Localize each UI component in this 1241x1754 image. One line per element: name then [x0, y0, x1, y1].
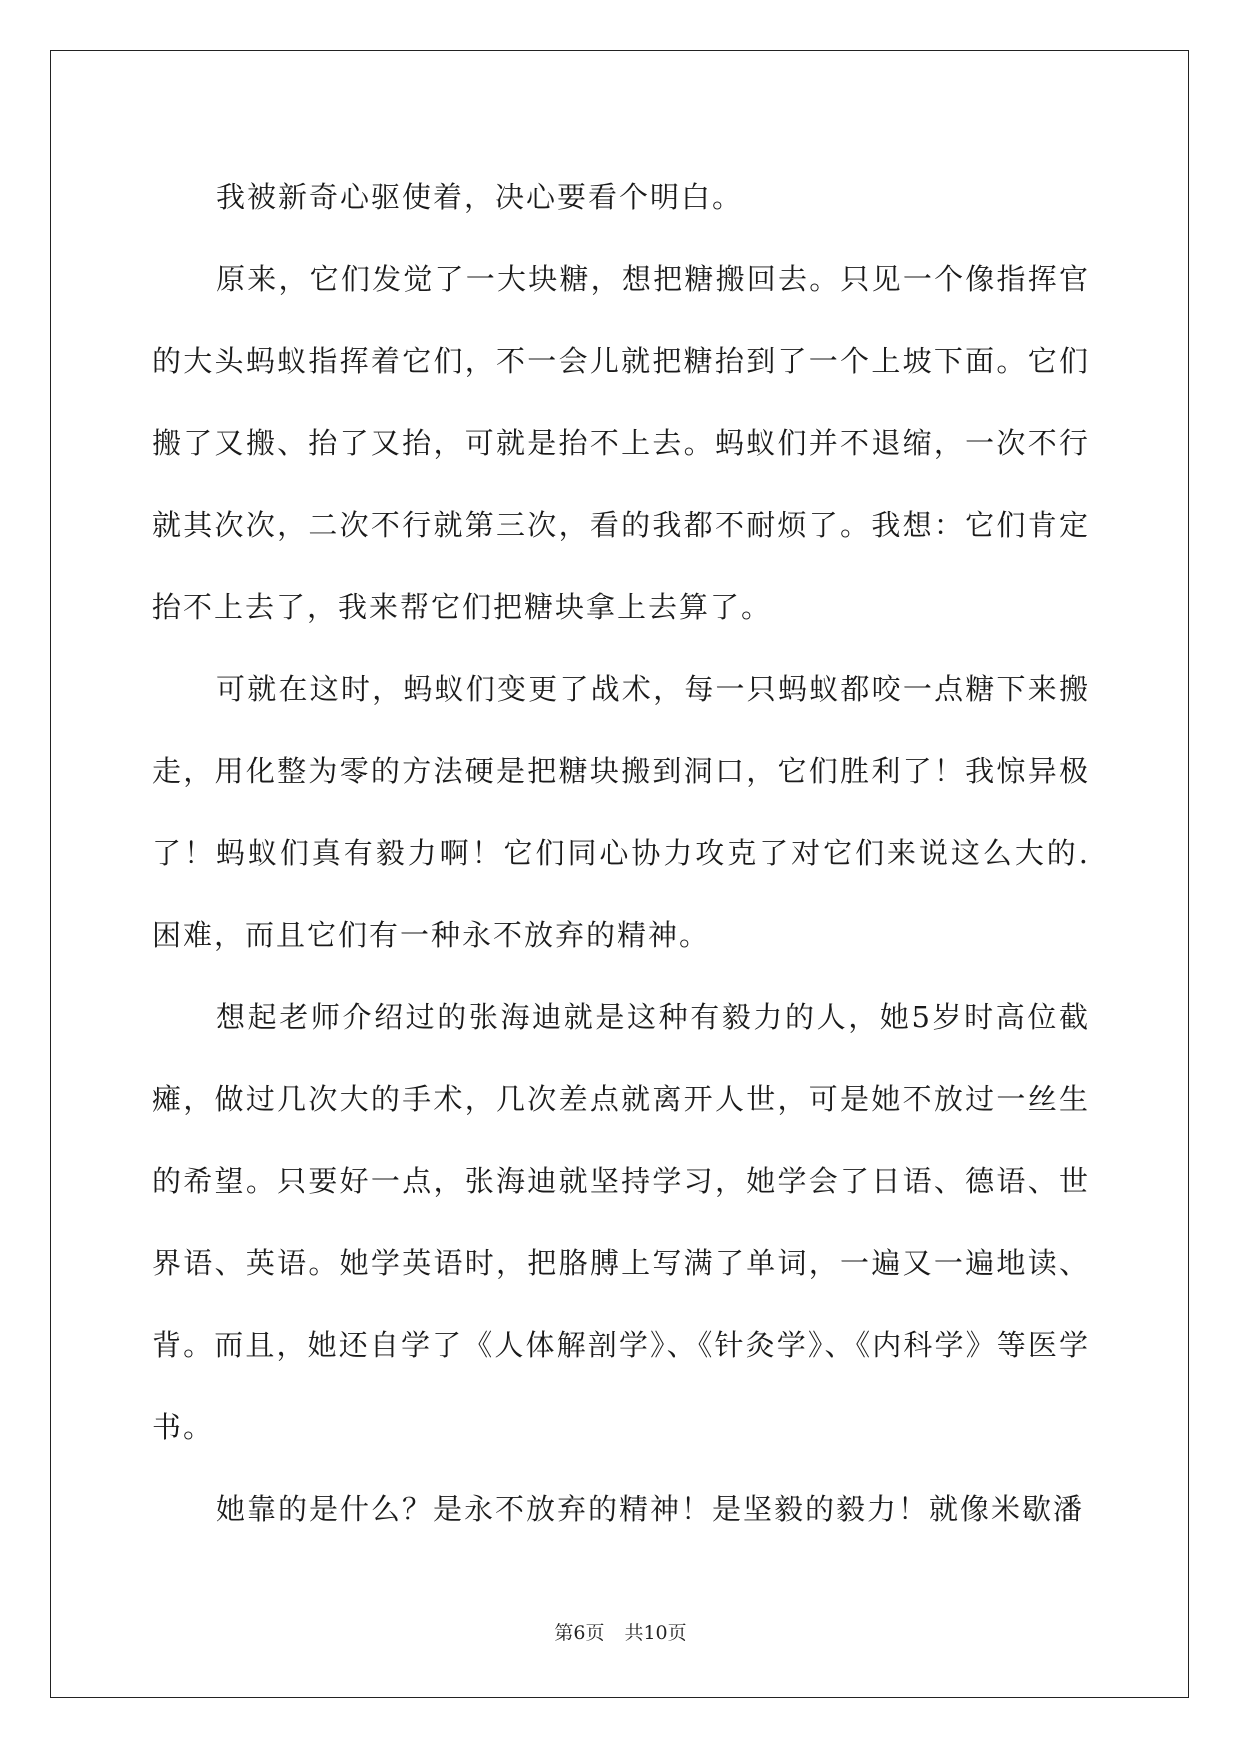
- paragraph-1: 我被新奇心驱使着，决心要看个明白。: [216, 180, 744, 214]
- page-number: 第6页: [554, 1622, 605, 1644]
- paragraph-3: 可就在这时，蚂蚁们变更了战术，每一只蚂蚁都咬一点糖下来搬走，用化整为零的方法硬是把糖块搬到洞口，它们胜利了！我惊异极了！蚂蚁们真有毅力啊！它们同心协力攻克了对它们来说这么大的.困难，而且它们有一种永不放弃的精神。: [152, 672, 1090, 952]
- paragraph-5: 她靠的是什么？是永不放弃的精神！是坚毅的毅力！就像米歇潘: [216, 1492, 1085, 1526]
- paragraph-4: 想起老师介绍过的张海迪就是这种有毅力的人，她5岁时高位截瘫，做过几次大的手术，几次差点就离开人世，可是她不放过一丝生的希望。只要好一点，张海迪就坚持学习，她学会了日语、德语、世界语、英语。她学英语时，把胳膊上写满了单词，一遍又一遍地读、背。而且，她还自学了《人体解剖学》、《针灸学》、《内科学》等医学书。: [152, 1000, 1090, 1444]
- page-footer: [0, 1618, 1241, 1645]
- page-total: 共10页: [624, 1622, 687, 1644]
- paragraph-2: 原来，它们发觉了一大块糖，想把糖搬回去。只见一个像指挥官的大头蚂蚁指挥着它们，不一会儿就把糖抬到了一个上坡下面。它们搬了又搬、抬了又抬，可就是抬不上去。蚂蚁们并不退缩，一次不行就其次次，二次不行就第三次，看的我都不耐烦了。我想：它们肯定抬不上去了，我来帮它们把糖块拿上去算了。: [152, 262, 1090, 624]
- document-body: [152, 156, 1090, 1550]
